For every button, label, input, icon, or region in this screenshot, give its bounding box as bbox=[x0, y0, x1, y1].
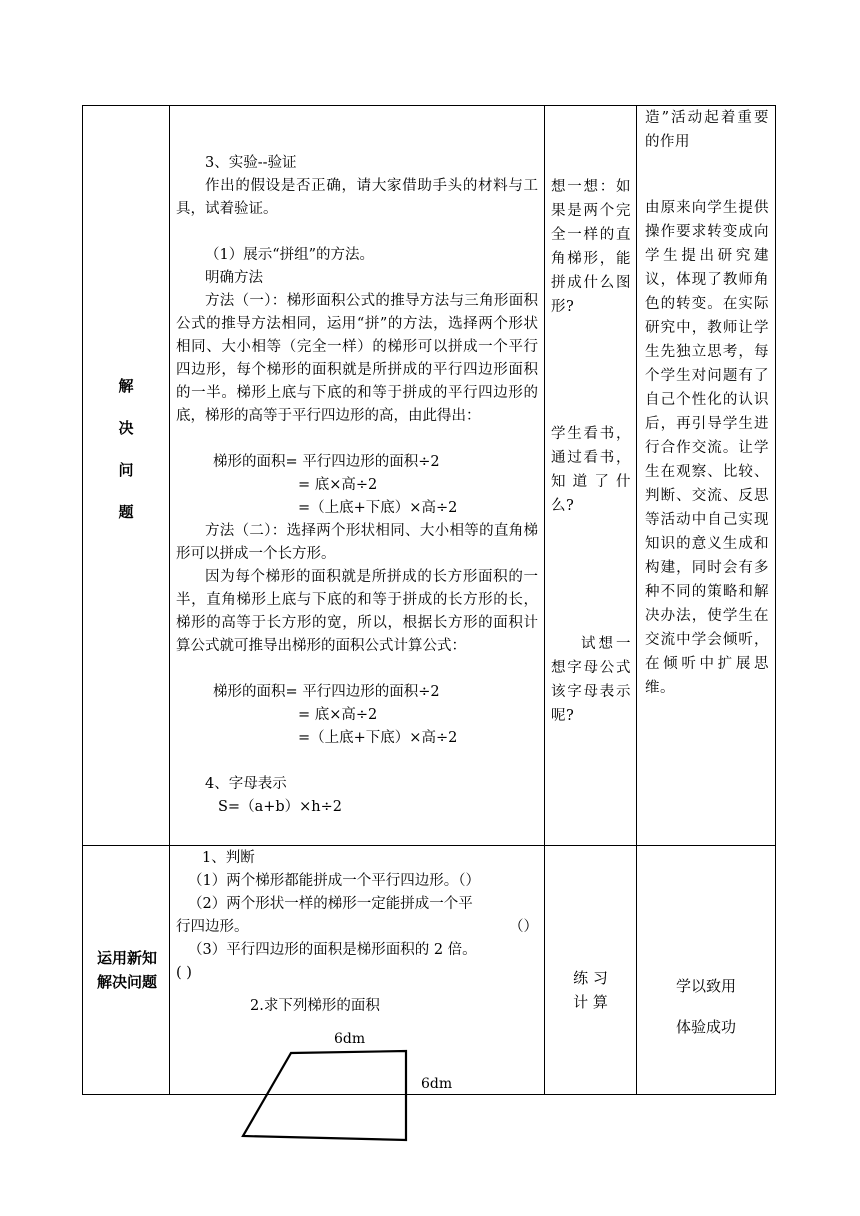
paragraph: 方法（一）：梯形面积公式的推导方法与三角形面积公式的推导方法相同，运用“拼”的方法，选择两个形状相同、大小相等（完全一样）的梯形可以拼成一个平行四边形，每个梯形的面积就是所拼成的平行四边形面积的一半。梯形上底与下底的和等于拼成的平行四边形的底，梯形的高等于平行四边形的高，由此得出： bbox=[176, 293, 538, 424]
judge-item: （1）两个梯形都能拼成一个平行四边形。（） bbox=[188, 873, 480, 889]
student-question: 学生看书，通过看书，知道了什么? bbox=[551, 426, 631, 514]
category-line: 运用新知 bbox=[96, 949, 157, 967]
dimension-label-right: 6dm bbox=[421, 1076, 453, 1092]
intent-text: 造”活动起着重要的作用 bbox=[645, 110, 769, 150]
student-activity-line: 计 算 bbox=[573, 993, 608, 1011]
student-activity-cell bbox=[545, 966, 636, 1014]
paragraph: 明确方法 bbox=[205, 270, 263, 286]
paragraph: 作出的假设是否正确，请大家借助手头的材料与工具，试着验证。 bbox=[176, 178, 538, 217]
judge-item: （3）平行四边形的面积是梯形面积的 2 倍。 bbox=[188, 942, 477, 958]
trapezoid-shape bbox=[243, 1051, 406, 1140]
formula-line: =（上底+下底）×高÷2 bbox=[298, 730, 458, 746]
category-char: 题 bbox=[118, 503, 134, 521]
paragraph: 方法（二）：选择两个形状相同、大小相等的直角梯形可以拼成一个长方形。 bbox=[176, 523, 538, 562]
paragraph: （1）展示“拼组”的方法。 bbox=[205, 247, 375, 263]
exercise-heading: 1、判断 bbox=[202, 850, 255, 866]
judge-item-cont: 行四边形。 bbox=[176, 919, 249, 935]
intent-line: 学以致用 bbox=[675, 977, 736, 995]
intent-text: 由原来向学生提供操作要求转变成向学生提出研究建议，体现了教师角色的转变。在实际研究中，教师让学生先独立思考，每个学生对问题有了自己个性化的认识后，再引导学生进行合作交流。让学生在观察、比较、判断、交流、反思等活动中自己实现知识的意义生成和构建，同时会有多种不同的策略和解决办法，使学生在交流中学会倾听，在倾听中扩展思维。 bbox=[645, 200, 769, 696]
formula-line: = 底×高÷2 bbox=[298, 707, 378, 723]
letter-formula: S=（a+b）×h÷2 bbox=[218, 799, 343, 815]
answer-blank: ( ) bbox=[176, 965, 192, 981]
category-char: 决 bbox=[118, 419, 134, 437]
answer-blank: （） bbox=[509, 919, 538, 935]
category-char: 解 bbox=[118, 377, 134, 395]
student-question: 想一想：如果是两个完全一样的直角梯形，能拼成什么图形? bbox=[551, 179, 631, 315]
exercise-heading: 2.求下列梯形的面积 bbox=[250, 998, 380, 1014]
section-heading: 4、字母表示 bbox=[205, 776, 287, 792]
intent-line: 体验成功 bbox=[675, 1018, 736, 1036]
section-heading: 3、实验--验证 bbox=[205, 155, 297, 171]
formula-line: =（上底+下底）×高÷2 bbox=[298, 500, 458, 516]
student-activity-line: 练 习 bbox=[573, 969, 608, 987]
formula-line: = 底×高÷2 bbox=[298, 477, 378, 493]
paragraph: 因为每个梯形的面积就是所拼成的长方形面积的一半，直角梯形上底与下底的和等于拼成的长方形的长，梯形的高等于长方形的宽，所以，根据长方形的面积计算公式就可推导出梯形的面积公式计算公式： bbox=[176, 569, 538, 654]
judge-item: （2）两个形状一样的梯形一定能拼成一个平 bbox=[188, 896, 473, 912]
dimension-label-top: 6dm bbox=[334, 1031, 366, 1047]
category-line: 解决问题 bbox=[96, 973, 157, 991]
formula-line: 梯形的面积= 平行四边形的面积÷2 bbox=[213, 454, 440, 470]
category-char: 问 bbox=[118, 461, 134, 479]
formula-line: 梯形的面积= 平行四边形的面积÷2 bbox=[213, 684, 440, 700]
design-intent-cell bbox=[637, 975, 775, 1039]
student-question: 试想一想字母公式该字母表示呢? bbox=[551, 636, 631, 724]
